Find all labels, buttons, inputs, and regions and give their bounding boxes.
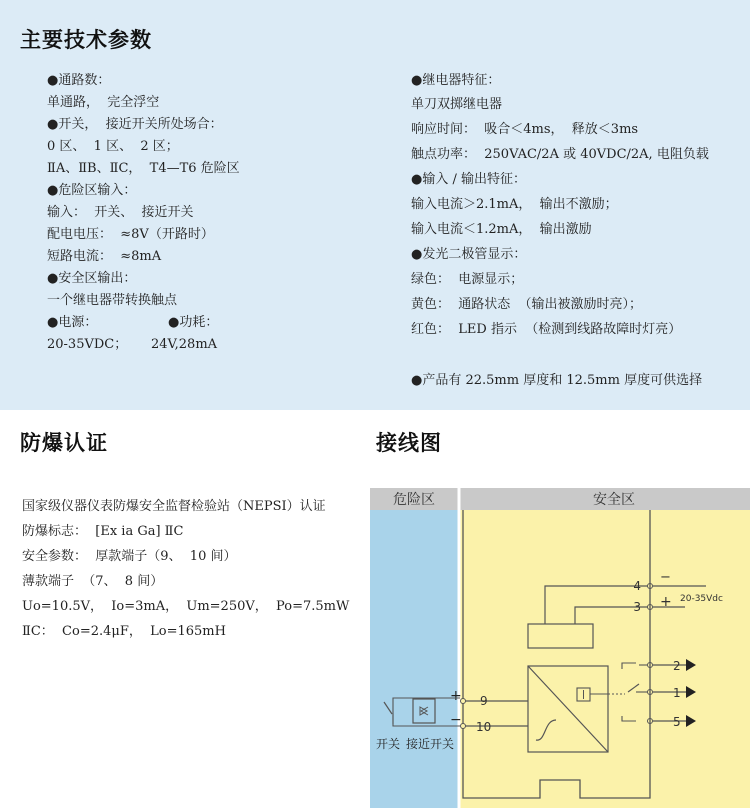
terminal-label: 5 — [673, 715, 681, 729]
proximity-label: 接近开关 — [406, 737, 455, 751]
switch-label: 开关 — [376, 737, 401, 751]
spec-line: 短路电流： ≈8mA — [47, 249, 162, 264]
spec-line: ⅡA、ⅡB、ⅡC， T4—T6 危险区 — [47, 161, 240, 176]
hazard-zone — [370, 488, 459, 808]
spec-line: 20-35VDC； — [47, 337, 128, 352]
spec-line: 触点功率： 250VAC/2A 或 40VDC/2A, 电阻负载 — [411, 147, 709, 162]
spec-line: ●继电器特征： — [411, 73, 501, 88]
plus-sign: + — [450, 688, 462, 704]
spec-line: ●发光二极管显示： — [411, 247, 527, 262]
spec-line: 配电电压： ≈8V（开路时） — [47, 227, 214, 242]
spec-line: 响应时间： 吸合＜4ms， 释放＜3ms — [411, 122, 639, 137]
spec-line: 0 区、 1 区、 2 区； — [47, 139, 179, 154]
spec-line: ●安全区输出： — [47, 271, 137, 286]
cert-line: ⅡC： Co=2.4μF， Lo=165mH — [22, 624, 226, 639]
spec-line: 绿色： 电源显示； — [411, 272, 524, 287]
cert-line: 防爆标志： [Ex ia Ga] ⅡC — [22, 524, 184, 539]
spec-line: 单刀双掷继电器 — [411, 97, 503, 112]
terminal-label: 3 — [633, 600, 641, 614]
wiring-diagram — [370, 488, 750, 808]
spec-line: ●电源： — [47, 315, 98, 330]
cert-title: 防爆认证 — [20, 431, 108, 455]
wiring-title: 接线图 — [376, 431, 442, 455]
minus-sign: − — [660, 570, 671, 585]
minus-sign: − — [450, 712, 462, 728]
spec-line: ●开关， 接近开关所处场合： — [47, 117, 223, 132]
power-consumption-label: ●功耗： — [168, 315, 219, 330]
spec-line: 红色： LED 指示 （检测到线路故障时灯亮） — [411, 322, 682, 337]
power-consumption-value: 24V,28mA — [151, 337, 218, 352]
spec-line: 输入电流＞2.1mA， 输出不激励； — [411, 197, 618, 212]
safe-label: 安全区 — [593, 492, 635, 508]
spec-line: ●通路数： — [47, 73, 111, 88]
spec-line: 一个继电器带转换触点 — [47, 293, 178, 308]
spec-line: 黄色： 通路状态 （输出被激励时亮）； — [411, 297, 643, 312]
spec-line: ●输入 / 输出特征： — [411, 172, 526, 187]
spec-line: 输入： 开关、 接近开关 — [47, 205, 194, 220]
terminal-label: 2 — [673, 659, 681, 673]
cert-line: Uo=10.5V， Io=3mA， Um=250V， Po=7.5mW — [22, 599, 350, 614]
specs-title: 主要技术参数 — [20, 28, 152, 52]
cert-line: 薄款端子 （7、 8 间） — [22, 574, 164, 589]
plus-sign: + — [660, 594, 672, 610]
cert-line: 安全参数： 厚款端子（9、 10 间） — [22, 549, 237, 564]
spec-line: 输入电流＜1.2mA， 输出激励 — [411, 222, 592, 237]
safe-zone — [459, 488, 750, 808]
terminal-label: 1 — [673, 686, 681, 700]
terminal-label: 10 — [476, 720, 492, 734]
hazard-label: 危险区 — [393, 492, 435, 508]
cert-line: 国家级仪器仪表防爆安全监督检验站（NEPSI）认证 — [22, 499, 326, 514]
terminal-label: 4 — [633, 579, 641, 593]
spec-line: ●危险区输入： — [47, 183, 137, 198]
spec-line: 单通路， 完全浮空 — [47, 95, 160, 110]
product-note: ●产品有 22.5mm 厚度和 12.5mm 厚度可供选择 — [411, 373, 703, 388]
terminal-label: 9 — [480, 694, 488, 708]
power-label: 20-35Vdc — [680, 594, 723, 604]
